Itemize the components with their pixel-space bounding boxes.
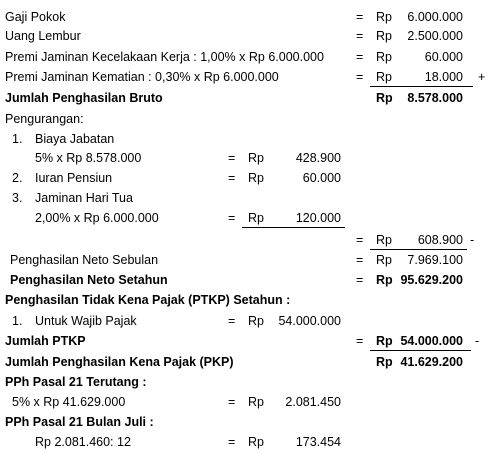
biaya-jabatan-number: 1. [12, 132, 23, 146]
pkp-label: Jumlah Penghasilan Kena Pajak (PKP) [5, 355, 234, 369]
jumlah-ptkp-currency: Rp [376, 334, 393, 348]
pkp-amount: 41.629.200 [400, 355, 463, 369]
neto-tahun-label: Penghasilan Neto Setahun [10, 273, 168, 287]
wajib-pajak-eq: = [228, 314, 236, 328]
pph-juli-currency: Rp [248, 435, 264, 449]
premi-jkk-currency: Rp [376, 50, 392, 64]
jht-currency: Rp [248, 211, 264, 225]
total-pengurangan-amount: 608.900 [417, 233, 463, 247]
plus-operator: + [478, 70, 486, 84]
pph-terutang-eq: = [228, 395, 236, 409]
ptkp-header: Penghasilan Tidak Kena Pajak (PTKP) Setahun : [5, 293, 291, 307]
premi-jkm-amount: 18.000 [424, 70, 463, 84]
pengurangan-label: Pengurangan: [5, 112, 84, 126]
premi-jkk-label: Premi Jaminan Kecelakaan Kerja : 1,00% x Rp 6.000.000 [5, 50, 324, 64]
biaya-jabatan-calc: 5% x Rp 8.578.000 [35, 151, 142, 165]
wajib-pajak-number: 1. [12, 314, 23, 328]
bruto-label: Jumlah Penghasilan Bruto [5, 91, 163, 105]
sum-line-bruto [370, 86, 473, 87]
neto-tahun-eq: = [356, 273, 364, 287]
pph-terutang-amount: 2.081.450 [285, 395, 341, 409]
pph-juli-header: PPh Pasal 21 Bulan Juli : [5, 415, 154, 429]
jht-label: Jaminan Hari Tua [35, 191, 133, 205]
jht-number: 3. [12, 191, 23, 205]
minus-operator-2: - [475, 334, 480, 348]
jumlah-ptkp-label: Jumlah PTKP [5, 334, 86, 348]
gaji-pokok-eq: = [356, 10, 364, 24]
wajib-pajak-currency: Rp [248, 314, 264, 328]
biaya-jabatan-eq: = [228, 151, 236, 165]
uang-lembur-eq: = [356, 29, 364, 43]
wajib-pajak-label: Untuk Wajib Pajak [35, 314, 137, 328]
iuran-pensiun-label: Iuran Pensiun [35, 171, 113, 185]
gaji-pokok-amount: 6.000.000 [407, 10, 463, 24]
biaya-jabatan-label: Biaya Jabatan [35, 132, 115, 146]
sum-line-neto [370, 249, 467, 250]
pph-juli-calc: Rp 2.081.460: 12 [35, 435, 131, 449]
jumlah-ptkp-amount: 54.000.000 [400, 334, 463, 348]
iuran-pensiun-eq: = [228, 171, 236, 185]
neto-bulan-eq: = [356, 253, 364, 267]
premi-jkk-amount: 60.000 [424, 50, 463, 64]
gaji-pokok-currency: Rp [376, 10, 392, 24]
neto-bulan-currency: Rp [376, 253, 392, 267]
biaya-jabatan-amount: 428.900 [295, 151, 341, 165]
pph-juli-amount: 173.454 [295, 435, 341, 449]
bruto-currency: Rp [376, 91, 393, 105]
bruto-amount: 8.578.000 [407, 91, 463, 105]
iuran-pensiun-currency: Rp [248, 171, 264, 185]
iuran-pensiun-amount: 60.000 [302, 171, 341, 185]
iuran-pensiun-number: 2. [12, 171, 23, 185]
pph-juli-eq: = [228, 435, 236, 449]
minus-operator-1: - [470, 233, 475, 247]
neto-tahun-amount: 95.629.200 [400, 273, 463, 287]
total-pengurangan-eq: = [356, 233, 364, 247]
neto-tahun-currency: Rp [376, 273, 393, 287]
jumlah-ptkp-eq: = [356, 334, 364, 348]
pph-terutang-calc: 5% x Rp 41.629.000 [12, 395, 126, 409]
sum-line-deductions [242, 227, 345, 228]
total-pengurangan-currency: Rp [376, 233, 392, 247]
sum-line-pkp [370, 350, 471, 351]
uang-lembur-amount: 2.500.000 [407, 29, 463, 43]
wajib-pajak-amount: 54.000.000 [278, 314, 341, 328]
premi-jkm-currency: Rp [376, 70, 392, 84]
premi-jkk-eq: = [356, 50, 364, 64]
neto-bulan-label: Penghasilan Neto Sebulan [10, 253, 159, 267]
biaya-jabatan-currency: Rp [248, 151, 264, 165]
jht-calc: 2,00% x Rp 6.000.000 [35, 211, 159, 225]
pph-terutang-header: PPh Pasal 21 Terutang : [5, 375, 147, 389]
premi-jkm-eq: = [356, 70, 364, 84]
pph-terutang-currency: Rp [248, 395, 264, 409]
jht-eq: = [228, 211, 236, 225]
neto-bulan-amount: 7.969.100 [407, 253, 463, 267]
jht-amount: 120.000 [295, 211, 341, 225]
gaji-pokok-label: Gaji Pokok [5, 10, 66, 24]
pkp-currency: Rp [376, 355, 393, 369]
premi-jkm-label: Premi Jaminan Kematian : 0,30% x Rp 6.000.000 [5, 70, 279, 84]
uang-lembur-label: Uang Lembur [5, 29, 81, 43]
uang-lembur-currency: Rp [376, 29, 392, 43]
